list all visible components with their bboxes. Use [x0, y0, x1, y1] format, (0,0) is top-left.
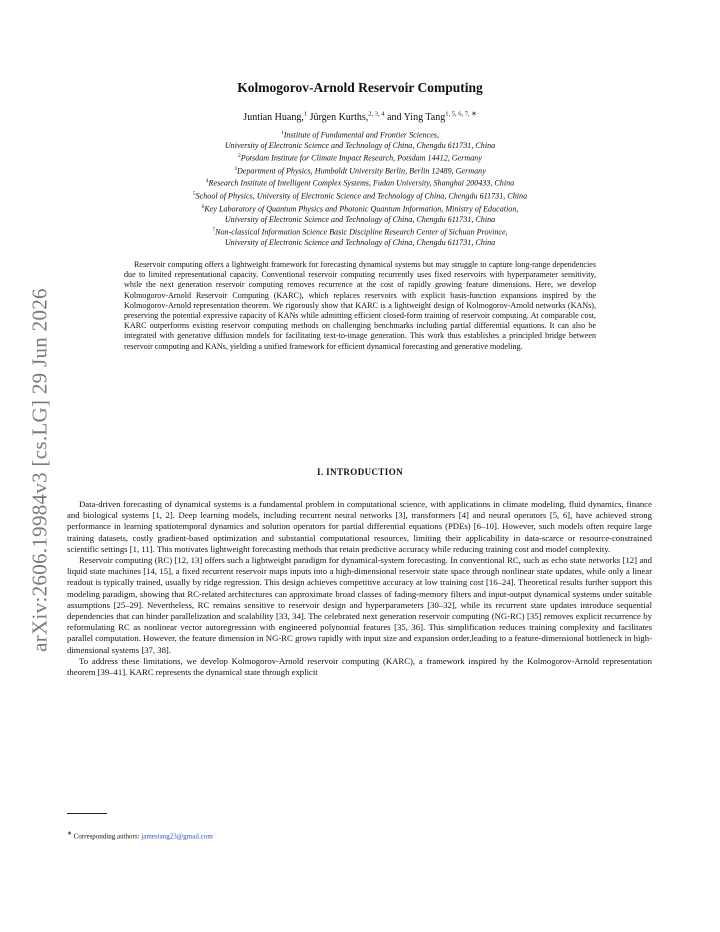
section-heading-introduction: I. INTRODUCTION — [316, 467, 403, 477]
corresponding-author-email-link[interactable]: jamestang23@gmail.com — [141, 832, 213, 841]
affiliation-number: 5 — [192, 191, 196, 198]
affiliation-number: 7 — [212, 226, 216, 233]
affiliation-number: 4 — [205, 178, 209, 185]
affiliation-7 — [0, 225, 720, 238]
affiliation-line: Research Institute of Intelligent Complex Systems, Fudan University, Shanghai 200433, China — [208, 179, 515, 189]
affiliation-3 — [0, 164, 720, 177]
footnote-divider — [67, 813, 107, 814]
paper-title: Kolmogorov-Arnold Reservoir Computing — [237, 80, 483, 95]
affiliation-2 — [0, 151, 720, 164]
author-list — [0, 110, 720, 123]
footnote-label: Corresponding authors: — [73, 832, 140, 841]
abstract: Reservoir computing offers a lightweight framework for forecasting dynamical systems but may struggle to capture long-range dependencies due to limited representational capacity. Conventional reservoir computing recurrently uses fixed reservoirs with hyperparameter sensitivity, while the next generation reservoir computing removes recurrence at the cost of rapidly growing feature dimensions. Here, we develop Kolmogorov-Arnold Reservoir Computing (KARC), which replaces reservoirs with explicit basis-function expansions inspired by the Kolmogorov-Arnold representation theorem. We rigorously show that KARC is a lightweight design of Kolmogorov-Arnold networks (KANs), preserving the potential expressive capacity of KANs while admitting efficient closed-form training of reservoir computing. At comparable cost, KARC outperforms existing reservoir computing methods on challenging benchmarks including partial differential equations. It can also be integrated with generative diffusion models for facilitating text-to-image generation. This work thus establishes a principled bridge between reservoir computing and KANs, yielding a unified framework for efficient dynamical forecasting and generative modeling. — [124, 260, 596, 351]
affiliation-line: Department of Physics, Humboldt University Berlin, Berlin 12489, Germany — [236, 166, 486, 176]
affiliation-line: University of Electronic Science and Technology of China, Chengdu 611731, China — [224, 214, 496, 224]
arxiv-identifier-text: arXiv:2606.19984v3 [cs.LG] 29 Jun 2026 — [27, 288, 52, 652]
author-name: and Ying Tang — [387, 112, 446, 124]
author-1 — [243, 112, 307, 123]
affiliation-6 — [0, 202, 720, 215]
affiliation-number: 6 — [201, 204, 205, 210]
author-affiliation-marks: 1 — [303, 111, 308, 118]
corresponding-author-footnote — [67, 831, 213, 840]
affiliation-number: 2 — [238, 152, 241, 159]
affiliation-5 — [0, 189, 720, 202]
affiliation-line: Key Laboratory of Quantum Physics and Photonic Quantum Information, Ministry of Education, — [204, 204, 519, 214]
affiliation-line: Potsdam Institute for Climate Impact Research, Potsdam 14412, Germany — [240, 153, 482, 163]
affiliation-line: Institute of Fundamental and Frontier Sciences, — [283, 130, 439, 140]
introduction-body — [67, 499, 652, 678]
affiliation-line: University of Electronic Science and Technology of China, Chengdu 611731, China — [224, 140, 496, 150]
author-name: Juntian Huang, — [243, 112, 304, 124]
affiliation-line: Non-classical Information Science Basic Discipline Research Center of Sichuan Province, — [215, 227, 508, 237]
affiliation-line: University of Electronic Science and Technology of China, Chengdu 611731, China — [224, 237, 496, 247]
author-name: Jürgen Kurths, — [309, 112, 369, 124]
author-affiliation-marks: 2, 3, 4 — [368, 111, 385, 118]
affiliation-number: 1 — [280, 130, 284, 136]
affiliation-line: School of Physics, University of Electronic Science and Technology of China, Chengdu 611731, China — [195, 191, 528, 201]
affiliation-1 — [0, 128, 720, 141]
body-paragraph: Data-driven forecasting of dynamical systems is a fundamental problem in computational science, with applications in climate modeling, fluid dynamics, finance and biological systems [1, 2]. Deep learning models, including recurrent neural networks [3], transformers [4] and neural operators [5, 6], have achieved strong performance in learning spatiotemporal dynamics and solution operators for partial differential equations (PDEs) [6–10]. However, such models often require large training datasets, costly gradient-based optimization and substantial computational resources, limiting their applicability in data-scarce or resource-constrained scientific settings [1, 11]. This motivates lightweight forecasting methods that retain predictive accuracy while reducing training cost and model complexity. — [67, 499, 652, 554]
body-paragraph: To address these limitations, we develop Kolmogorov-Arnold reservoir computing (KARC), a framework inspired by the Kolmogorov-Arnold representation theorem [39–41]. KARC represents the dynamical state through explicit — [67, 655, 652, 678]
author-3 — [387, 112, 477, 123]
body-paragraph: Reservoir computing (RC) [12, 13] offers such a lightweight paradigm for dynamical-system forecasting. In conventional RC, such as echo state networks [12] and liquid state machines [14, 15], a fixed recurrent reservoir maps inputs into a high-dimensional reservoir state space through nonlinear state updates, while only a linear readout is typically trained, usually by ridge regression. This design achieves competitive accuracy at low training cost [16–24]. Theoretical results further support this modeling paradigm, showing that RC-related architectures can approximate broad classes of fading-memory filters and input-output dynamical systems under suitable assumptions [25–29]. Nevertheless, RC remains sensitive to reservoir design and hyperparameters [30–32], while its recurrent state updates introduce sequential dependencies that can hinder parallelization and scalability [33, 34]. The celebrated next generation reservoir computing (NG-RC) [35] removes explicit recurrence by reformulating RC as nonlinear vector autoregression with engineered polynomial features [35, 36]. This simplification reduces training complexity and facilitates parallel computation. However, the feature dimension in NG-RC grows rapidly with input size and expansion order,leading to a feature-dimensional bottleneck in high-dimensional systems [37, 38]. — [67, 555, 652, 655]
affiliation-number: 3 — [234, 165, 237, 172]
footnote-marker: ∗ — [67, 831, 72, 837]
affiliation-list — [0, 128, 720, 248]
author-2 — [310, 112, 385, 123]
author-affiliation-marks: 1, 5, 6, 7, ∗ — [445, 111, 477, 118]
affiliation-4 — [0, 176, 720, 189]
